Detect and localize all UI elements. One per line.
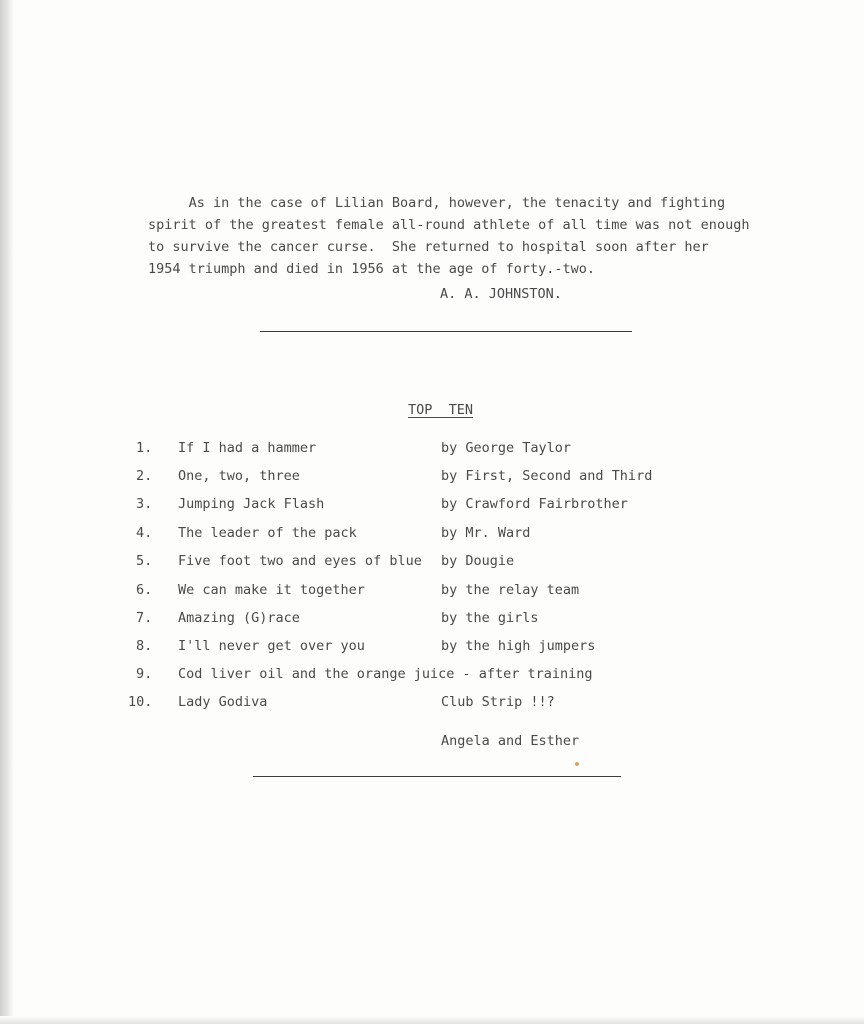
page-bottom-edge [0,1016,864,1024]
page-binding-shadow [0,0,14,1024]
entry-title: We can make it together [178,582,365,598]
entry-artist: by George Taylor [441,440,572,456]
entry-title: The leader of the pack [178,525,357,541]
entry-artist: by Crawford Fairbrother [441,496,628,512]
entry-number: 4. [136,525,153,541]
entry-number: 3. [136,496,153,512]
entry-title: I'll never get over you [178,638,365,654]
entry-title: Jumping Jack Flash [178,496,325,512]
article-line: As in the case of Lilian Board, however, the tenacity and fighting [148,195,726,211]
article-line: spirit of the greatest female all-round athlete of all time was not enough [148,217,750,233]
article-author: A. A. JOHNSTON. [440,286,562,302]
entry-number: 6. [136,582,153,598]
entry-number: 8. [136,638,153,654]
section-divider-top [260,331,632,332]
entry-number: 10. [128,694,153,710]
entry-title: Amazing (G)race [178,610,300,626]
entry-artist: Club Strip !!? [441,694,555,710]
section-divider-bottom [253,776,621,777]
entry-title: Lady Godiva [178,694,268,710]
signature: Angela and Esther [441,733,580,749]
article-paragraph [148,192,749,280]
entry-artist: by the high jumpers [441,638,596,654]
entry-number: 1. [136,440,153,456]
entry-artist: by Dougie [441,553,515,569]
entry-number: 7. [136,610,153,626]
entry-number: 5. [136,553,153,569]
entry-title: Five foot two and eyes of blue [178,553,422,569]
entry-title: One, two, three [178,468,300,484]
top-ten-heading: TOP TEN [408,402,474,418]
entry-artist: by the girls [441,610,539,626]
paper-stain [575,762,579,766]
entry-artist: by the relay team [441,582,580,598]
entry-number: 9. [136,666,153,682]
article-line: 1954 triumph and died in 1956 at the age of forty.-two. [148,261,596,277]
entry-artist: by First, Second and Third [441,468,653,484]
entry-number: 2. [136,468,153,484]
entry-title: If I had a hammer [178,440,317,456]
article-line: to survive the cancer curse. She returned to hospital soon after her [148,239,709,255]
entry-artist: by Mr. Ward [441,525,531,541]
entry-title: Cod liver oil and the orange juice - after training [178,666,593,682]
